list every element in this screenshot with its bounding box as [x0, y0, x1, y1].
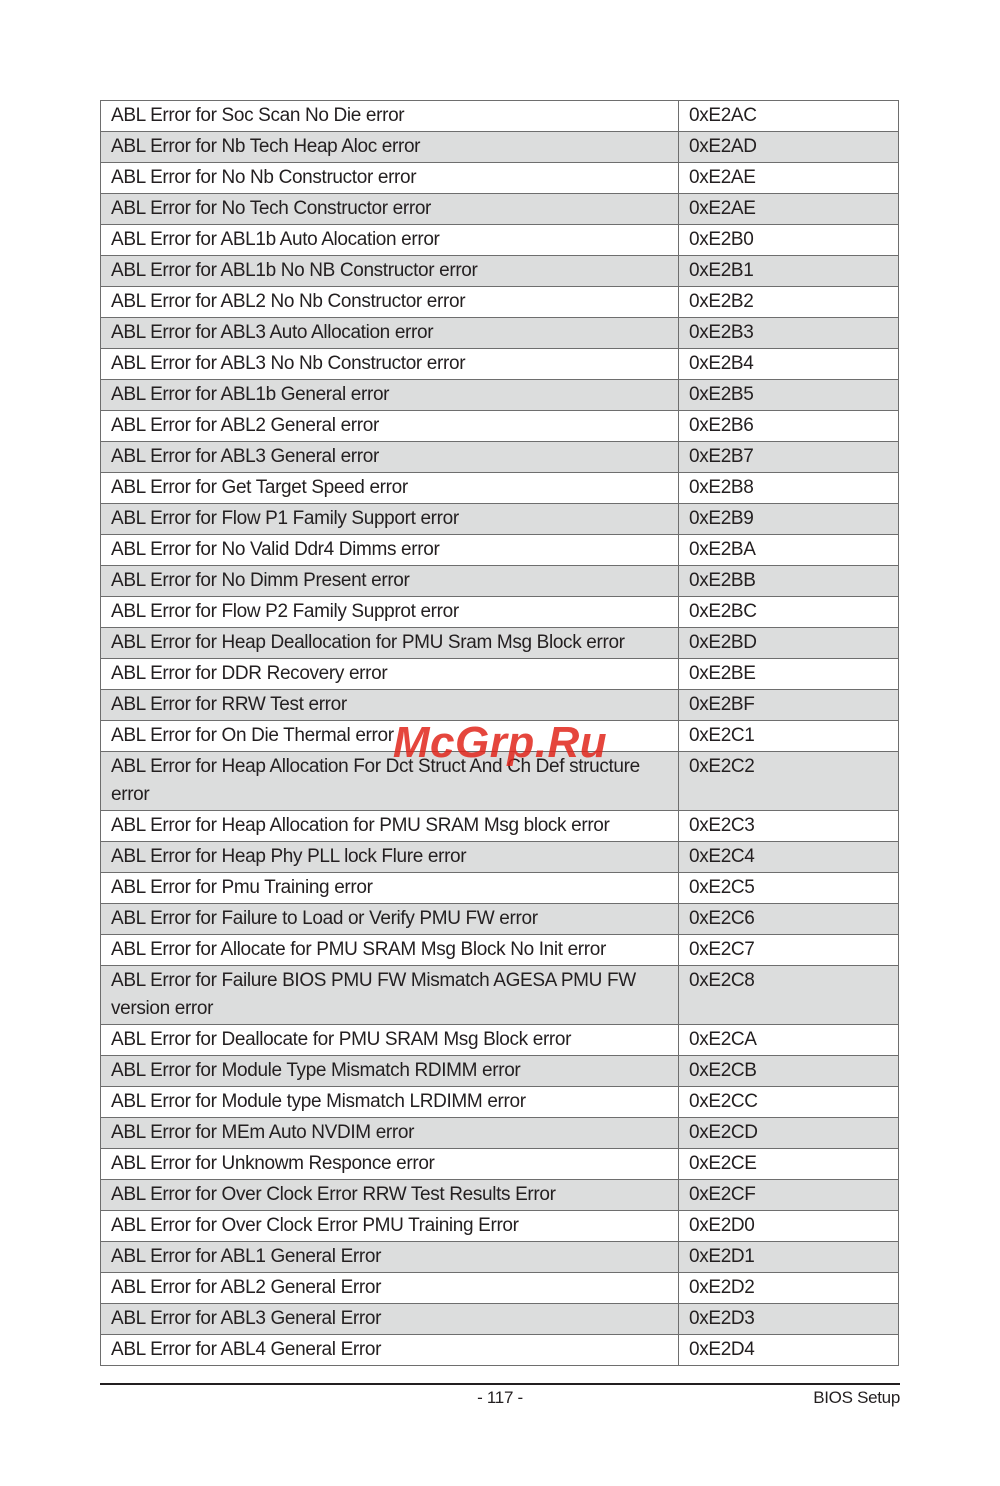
error-description-cell: ABL Error for RRW Test error	[101, 690, 679, 721]
error-code-cell: 0xE2B1	[679, 256, 899, 287]
table-row	[101, 318, 899, 349]
table-row	[101, 904, 899, 935]
error-code-cell: 0xE2B3	[679, 318, 899, 349]
table-row	[101, 473, 899, 504]
error-code-cell: 0xE2CF	[679, 1180, 899, 1211]
error-description-cell: ABL Error for On Die Thermal error	[101, 721, 679, 752]
table-row	[101, 1335, 899, 1366]
table-row	[101, 380, 899, 411]
error-code-cell: 0xE2CA	[679, 1025, 899, 1056]
error-code-cell: 0xE2C7	[679, 935, 899, 966]
table-row	[101, 1149, 899, 1180]
table-row	[101, 628, 899, 659]
error-description-cell: ABL Error for ABL3 General Error	[101, 1304, 679, 1335]
error-description-cell: ABL Error for Over Clock Error PMU Training Error	[101, 1211, 679, 1242]
error-code-cell: 0xE2BA	[679, 535, 899, 566]
error-description-cell: ABL Error for Soc Scan No Die error	[101, 101, 679, 132]
error-code-cell: 0xE2CE	[679, 1149, 899, 1180]
error-description-cell: ABL Error for Heap Deallocation for PMU Sram Msg Block error	[101, 628, 679, 659]
table-row	[101, 442, 899, 473]
error-code-cell: 0xE2B4	[679, 349, 899, 380]
error-code-cell: 0xE2BF	[679, 690, 899, 721]
table-row	[101, 842, 899, 873]
error-code-cell: 0xE2B8	[679, 473, 899, 504]
error-code-cell: 0xE2C4	[679, 842, 899, 873]
table-row	[101, 1056, 899, 1087]
error-description-cell: ABL Error for Heap Phy PLL lock Flure error	[101, 842, 679, 873]
error-code-cell: 0xE2C5	[679, 873, 899, 904]
error-description-cell: ABL Error for ABL3 No Nb Constructor error	[101, 349, 679, 380]
error-description-cell: ABL Error for ABL1b Auto Alocation error	[101, 225, 679, 256]
error-description-cell: ABL Error for ABL2 General error	[101, 411, 679, 442]
section-name: BIOS Setup	[813, 1388, 900, 1407]
table-row	[101, 535, 899, 566]
error-code-cell: 0xE2BB	[679, 566, 899, 597]
table-row	[101, 1211, 899, 1242]
error-description-cell: ABL Error for ABL1b No NB Constructor error	[101, 256, 679, 287]
error-description-cell: ABL Error for ABL4 General Error	[101, 1335, 679, 1366]
table-row	[101, 163, 899, 194]
error-code-cell: 0xE2B6	[679, 411, 899, 442]
error-code-table	[100, 100, 899, 1366]
error-code-cell: 0xE2AD	[679, 132, 899, 163]
error-description-cell: ABL Error for Deallocate for PMU SRAM Msg Block error	[101, 1025, 679, 1056]
error-code-cell: 0xE2D4	[679, 1335, 899, 1366]
error-code-cell: 0xE2CC	[679, 1087, 899, 1118]
error-code-cell: 0xE2C1	[679, 721, 899, 752]
error-description-cell: ABL Error for ABL3 Auto Allocation error	[101, 318, 679, 349]
error-description-cell: ABL Error for No Dimm Present error	[101, 566, 679, 597]
table-row	[101, 811, 899, 842]
table-row	[101, 752, 899, 811]
error-code-cell: 0xE2B0	[679, 225, 899, 256]
table-row	[101, 349, 899, 380]
table-row	[101, 504, 899, 535]
error-code-cell: 0xE2BD	[679, 628, 899, 659]
table-row	[101, 1180, 899, 1211]
error-code-cell: 0xE2AC	[679, 101, 899, 132]
error-code-cell: 0xE2C3	[679, 811, 899, 842]
watermark: McGrp.Ru	[392, 718, 608, 767]
table-row	[101, 225, 899, 256]
error-code-cell: 0xE2BE	[679, 659, 899, 690]
error-code-cell: 0xE2B7	[679, 442, 899, 473]
table-row	[101, 873, 899, 904]
table-row	[101, 1118, 899, 1149]
error-description-cell: ABL Error for ABL2 General Error	[101, 1273, 679, 1304]
table-row	[101, 597, 899, 628]
page-number: - 117 -	[477, 1388, 523, 1407]
error-code-cell: 0xE2BC	[679, 597, 899, 628]
error-code-cell: 0xE2C2	[679, 752, 899, 811]
error-description-cell: ABL Error for Over Clock Error RRW Test Results Error	[101, 1180, 679, 1211]
table-row	[101, 1273, 899, 1304]
error-description-cell: ABL Error for Heap Allocation For Dct Struct And Ch Def structure error	[101, 752, 679, 811]
table-row	[101, 132, 899, 163]
table-row	[101, 101, 899, 132]
error-description-cell: ABL Error for MEm Auto NVDIM error	[101, 1118, 679, 1149]
table-row	[101, 966, 899, 1025]
error-code-table-body	[101, 101, 899, 1366]
error-description-cell: ABL Error for Flow P1 Family Support error	[101, 504, 679, 535]
error-code-cell: 0xE2B9	[679, 504, 899, 535]
table-row	[101, 1304, 899, 1335]
error-description-cell: ABL Error for Allocate for PMU SRAM Msg Block No Init error	[101, 935, 679, 966]
error-description-cell: ABL Error for Module type Mismatch LRDIMM error	[101, 1087, 679, 1118]
table-row	[101, 256, 899, 287]
table-row	[101, 721, 899, 752]
error-code-cell: 0xE2AE	[679, 163, 899, 194]
error-description-cell: ABL Error for Unknowm Responce error	[101, 1149, 679, 1180]
table-row	[101, 659, 899, 690]
error-code-cell: 0xE2CB	[679, 1056, 899, 1087]
table-row	[101, 1087, 899, 1118]
error-description-cell: ABL Error for Get Target Speed error	[101, 473, 679, 504]
error-description-cell: ABL Error for ABL1b General error	[101, 380, 679, 411]
table-row	[101, 935, 899, 966]
table-row	[101, 411, 899, 442]
table-row	[101, 690, 899, 721]
error-code-cell: 0xE2D3	[679, 1304, 899, 1335]
error-description-cell: ABL Error for Flow P2 Family Supprot error	[101, 597, 679, 628]
error-description-cell: ABL Error for Nb Tech Heap Aloc error	[101, 132, 679, 163]
error-code-cell: 0xE2CD	[679, 1118, 899, 1149]
error-code-cell: 0xE2C6	[679, 904, 899, 935]
error-code-cell: 0xE2D2	[679, 1273, 899, 1304]
table-row	[101, 287, 899, 318]
error-description-cell: ABL Error for Heap Allocation for PMU SRAM Msg block error	[101, 811, 679, 842]
error-description-cell: ABL Error for ABL3 General error	[101, 442, 679, 473]
error-description-cell: ABL Error for No Tech Constructor error	[101, 194, 679, 225]
error-description-cell: ABL Error for ABL2 No Nb Constructor error	[101, 287, 679, 318]
error-description-cell: ABL Error for Failure to Load or Verify PMU FW error	[101, 904, 679, 935]
error-code-cell: 0xE2D0	[679, 1211, 899, 1242]
footer-rule	[100, 1383, 900, 1385]
error-description-cell: ABL Error for Failure BIOS PMU FW Mismatch AGESA PMU FW version error	[101, 966, 679, 1025]
error-description-cell: ABL Error for DDR Recovery error	[101, 659, 679, 690]
error-code-cell: 0xE2D1	[679, 1242, 899, 1273]
error-description-cell: ABL Error for No Valid Ddr4 Dimms error	[101, 535, 679, 566]
error-description-cell: ABL Error for No Nb Constructor error	[101, 163, 679, 194]
error-code-cell: 0xE2AE	[679, 194, 899, 225]
table-row	[101, 1242, 899, 1273]
table-row	[101, 566, 899, 597]
error-code-cell: 0xE2B2	[679, 287, 899, 318]
error-description-cell: ABL Error for Module Type Mismatch RDIMM error	[101, 1056, 679, 1087]
error-code-cell: 0xE2B5	[679, 380, 899, 411]
error-description-cell: ABL Error for ABL1 General Error	[101, 1242, 679, 1273]
error-code-cell: 0xE2C8	[679, 966, 899, 1025]
table-row	[101, 1025, 899, 1056]
error-description-cell: ABL Error for Pmu Training error	[101, 873, 679, 904]
table-row	[101, 194, 899, 225]
